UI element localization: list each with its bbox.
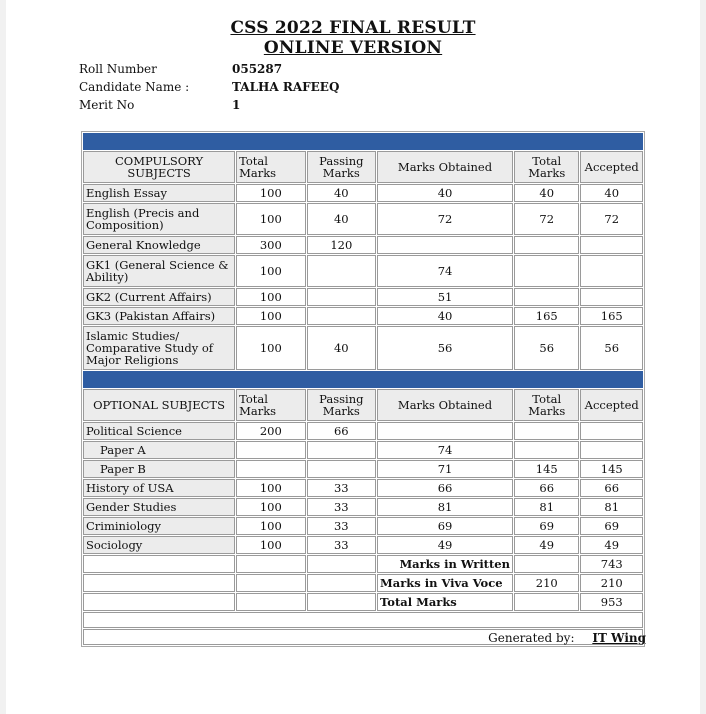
header-total-marks: Total Marks [236, 151, 305, 183]
subject-cell: Sociology [83, 536, 235, 554]
total-marks-2-cell [514, 441, 579, 459]
accepted-cell: 81 [580, 498, 643, 516]
passing-marks-cell: 33 [307, 536, 376, 554]
total-marks-2-cell: 72 [514, 203, 579, 235]
table-row [83, 536, 643, 554]
accepted-cell: 56 [580, 326, 643, 370]
total-marks-cell: 100 [236, 517, 305, 535]
header-passing-marks: Passing Marks [307, 389, 376, 421]
total-marks-2-cell: 66 [514, 479, 579, 497]
total-marks-2-cell [514, 422, 579, 440]
total-marks-cell: 100 [236, 498, 305, 516]
marks-obtained-cell [377, 422, 513, 440]
empty-cell [307, 574, 376, 592]
merit-no-label: Merit No [79, 98, 135, 112]
candidate-name-label: Candidate Name : [79, 80, 190, 94]
accepted-cell: 40 [580, 184, 643, 202]
marks-obtained-cell: 66 [377, 479, 513, 497]
header-subjects: COMPULSORY SUBJECTS [83, 151, 235, 183]
marks-obtained-cell: 40 [377, 184, 513, 202]
marks-in-viva-value: 210 [580, 574, 643, 592]
subject-cell: Islamic Studies/ Comparative Study of Major Religions [83, 326, 235, 370]
accepted-cell [580, 236, 643, 254]
total-marks-cell: 300 [236, 236, 305, 254]
total-marks-2-cell: 81 [514, 498, 579, 516]
marks-obtained-cell: 74 [377, 255, 513, 287]
total-marks-value: 953 [580, 593, 643, 611]
total-marks-2-cell [514, 236, 579, 254]
section-band [83, 371, 643, 388]
accepted-cell: 49 [580, 536, 643, 554]
subject-cell: English Essay [83, 184, 235, 202]
total-marks-cell [236, 460, 305, 478]
empty-cell [307, 555, 376, 573]
passing-marks-cell [307, 441, 376, 459]
generated-by-label: Generated by: [488, 631, 575, 645]
total-marks-label: Total Marks [377, 593, 513, 611]
total-marks-2-cell [514, 288, 579, 306]
empty-cell [83, 593, 235, 611]
page-subtitle: ONLINE VERSION [263, 38, 443, 58]
empty-cell [514, 593, 579, 611]
table-row [83, 498, 643, 516]
total-marks-2-cell: 40 [514, 184, 579, 202]
optional-header-row [83, 389, 643, 421]
summary-row-written [83, 555, 643, 573]
subject-cell: GK2 (Current Affairs) [83, 288, 235, 306]
passing-marks-cell [307, 460, 376, 478]
header-total-marks-2: Total Marks [514, 151, 579, 183]
total-marks-2-cell: 145 [514, 460, 579, 478]
accepted-cell: 145 [580, 460, 643, 478]
header-subjects: OPTIONAL SUBJECTS [83, 389, 235, 421]
accepted-cell: 69 [580, 517, 643, 535]
candidate-name-value: TALHA RAFEEQ [232, 80, 340, 94]
table-row [83, 203, 643, 235]
empty-cell [236, 593, 305, 611]
header-passing-marks: Passing Marks [307, 151, 376, 183]
passing-marks-cell: 33 [307, 517, 376, 535]
total-marks-2-cell: 165 [514, 307, 579, 325]
total-marks-2-cell: 56 [514, 326, 579, 370]
passing-marks-cell: 40 [307, 203, 376, 235]
table-row [83, 236, 643, 254]
header-accepted: Accepted [580, 151, 643, 183]
passing-marks-cell: 66 [307, 422, 376, 440]
viva-total-value: 210 [514, 574, 579, 592]
header-total-marks: Total Marks [236, 389, 305, 421]
marks-obtained-cell: 40 [377, 307, 513, 325]
total-marks-2-cell: 49 [514, 536, 579, 554]
accepted-cell [580, 288, 643, 306]
table-row [83, 307, 643, 325]
marks-in-viva-label: Marks in Viva Voce [377, 574, 513, 592]
total-marks-cell: 100 [236, 326, 305, 370]
marks-obtained-cell: 81 [377, 498, 513, 516]
roll-number-value: 055287 [232, 62, 283, 76]
subject-cell: Gender Studies [83, 498, 235, 516]
header-marks-obtained: Marks Obtained [377, 389, 513, 421]
total-marks-cell: 100 [236, 536, 305, 554]
table-row [83, 441, 643, 459]
subject-cell: General Knowledge [83, 236, 235, 254]
marks-obtained-cell: 71 [377, 460, 513, 478]
marks-obtained-cell: 72 [377, 203, 513, 235]
passing-marks-cell: 33 [307, 498, 376, 516]
empty-cell [236, 555, 305, 573]
table-row [83, 184, 643, 202]
total-marks-cell: 100 [236, 288, 305, 306]
table-row [83, 255, 643, 287]
generated-by [476, 631, 646, 645]
marks-obtained-cell: 74 [377, 441, 513, 459]
page-title: CSS 2022 FINAL RESULT [230, 18, 476, 38]
empty-cell [514, 555, 579, 573]
table-row [83, 517, 643, 535]
header-marks-obtained: Marks Obtained [377, 151, 513, 183]
marks-in-written-label: Marks in Written [377, 555, 513, 573]
total-marks-cell: 100 [236, 184, 305, 202]
subject-cell: Criminiology [83, 517, 235, 535]
subject-cell: GK3 (Pakistan Affairs) [83, 307, 235, 325]
section-band [83, 133, 643, 150]
header-accepted: Accepted [580, 389, 643, 421]
accepted-cell: 66 [580, 479, 643, 497]
marks-obtained-cell: 49 [377, 536, 513, 554]
subject-cell: Political Science [83, 422, 235, 440]
empty-cell [236, 574, 305, 592]
accepted-cell: 165 [580, 307, 643, 325]
table-row [83, 479, 643, 497]
merit-no-value: 1 [232, 98, 241, 112]
empty-cell [83, 555, 235, 573]
subject-cell: Paper B [83, 460, 235, 478]
marks-obtained-cell: 69 [377, 517, 513, 535]
table-row [83, 326, 643, 370]
total-marks-cell [236, 441, 305, 459]
accepted-cell [580, 441, 643, 459]
empty-cell [83, 574, 235, 592]
subject-cell: GK1 (General Science & Ability) [83, 255, 235, 287]
summary-row-total [83, 593, 643, 611]
passing-marks-cell: 40 [307, 184, 376, 202]
marks-obtained-cell [377, 236, 513, 254]
marks-in-written-value: 743 [580, 555, 643, 573]
summary-row-viva [83, 574, 643, 592]
spacer-cell [83, 612, 643, 628]
empty-cell [307, 593, 376, 611]
total-marks-2-cell: 69 [514, 517, 579, 535]
marks-obtained-cell: 51 [377, 288, 513, 306]
total-marks-cell: 100 [236, 203, 305, 235]
spacer-row [83, 612, 643, 628]
total-marks-cell: 200 [236, 422, 305, 440]
accepted-cell: 72 [580, 203, 643, 235]
total-marks-cell: 100 [236, 255, 305, 287]
marks-obtained-cell: 56 [377, 326, 513, 370]
accepted-cell [580, 255, 643, 287]
total-marks-2-cell [514, 255, 579, 287]
subject-cell: History of USA [83, 479, 235, 497]
table-row [83, 460, 643, 478]
compulsory-header-row [83, 151, 643, 183]
subject-cell: English (Precis and Composition) [83, 203, 235, 235]
table-row [83, 288, 643, 306]
passing-marks-cell [307, 255, 376, 287]
accepted-cell [580, 422, 643, 440]
roll-number-label: Roll Number [79, 62, 157, 76]
total-marks-cell: 100 [236, 479, 305, 497]
total-marks-cell: 100 [236, 307, 305, 325]
result-sheet [6, 0, 700, 714]
subject-cell: Paper A [83, 441, 235, 459]
header-total-marks-2: Total Marks [514, 389, 579, 421]
passing-marks-cell [307, 307, 376, 325]
table-row [83, 422, 643, 440]
passing-marks-cell: 33 [307, 479, 376, 497]
passing-marks-cell: 40 [307, 326, 376, 370]
result-table [81, 131, 645, 647]
it-wing-link[interactable]: IT Wing [592, 631, 646, 645]
passing-marks-cell: 120 [307, 236, 376, 254]
passing-marks-cell [307, 288, 376, 306]
